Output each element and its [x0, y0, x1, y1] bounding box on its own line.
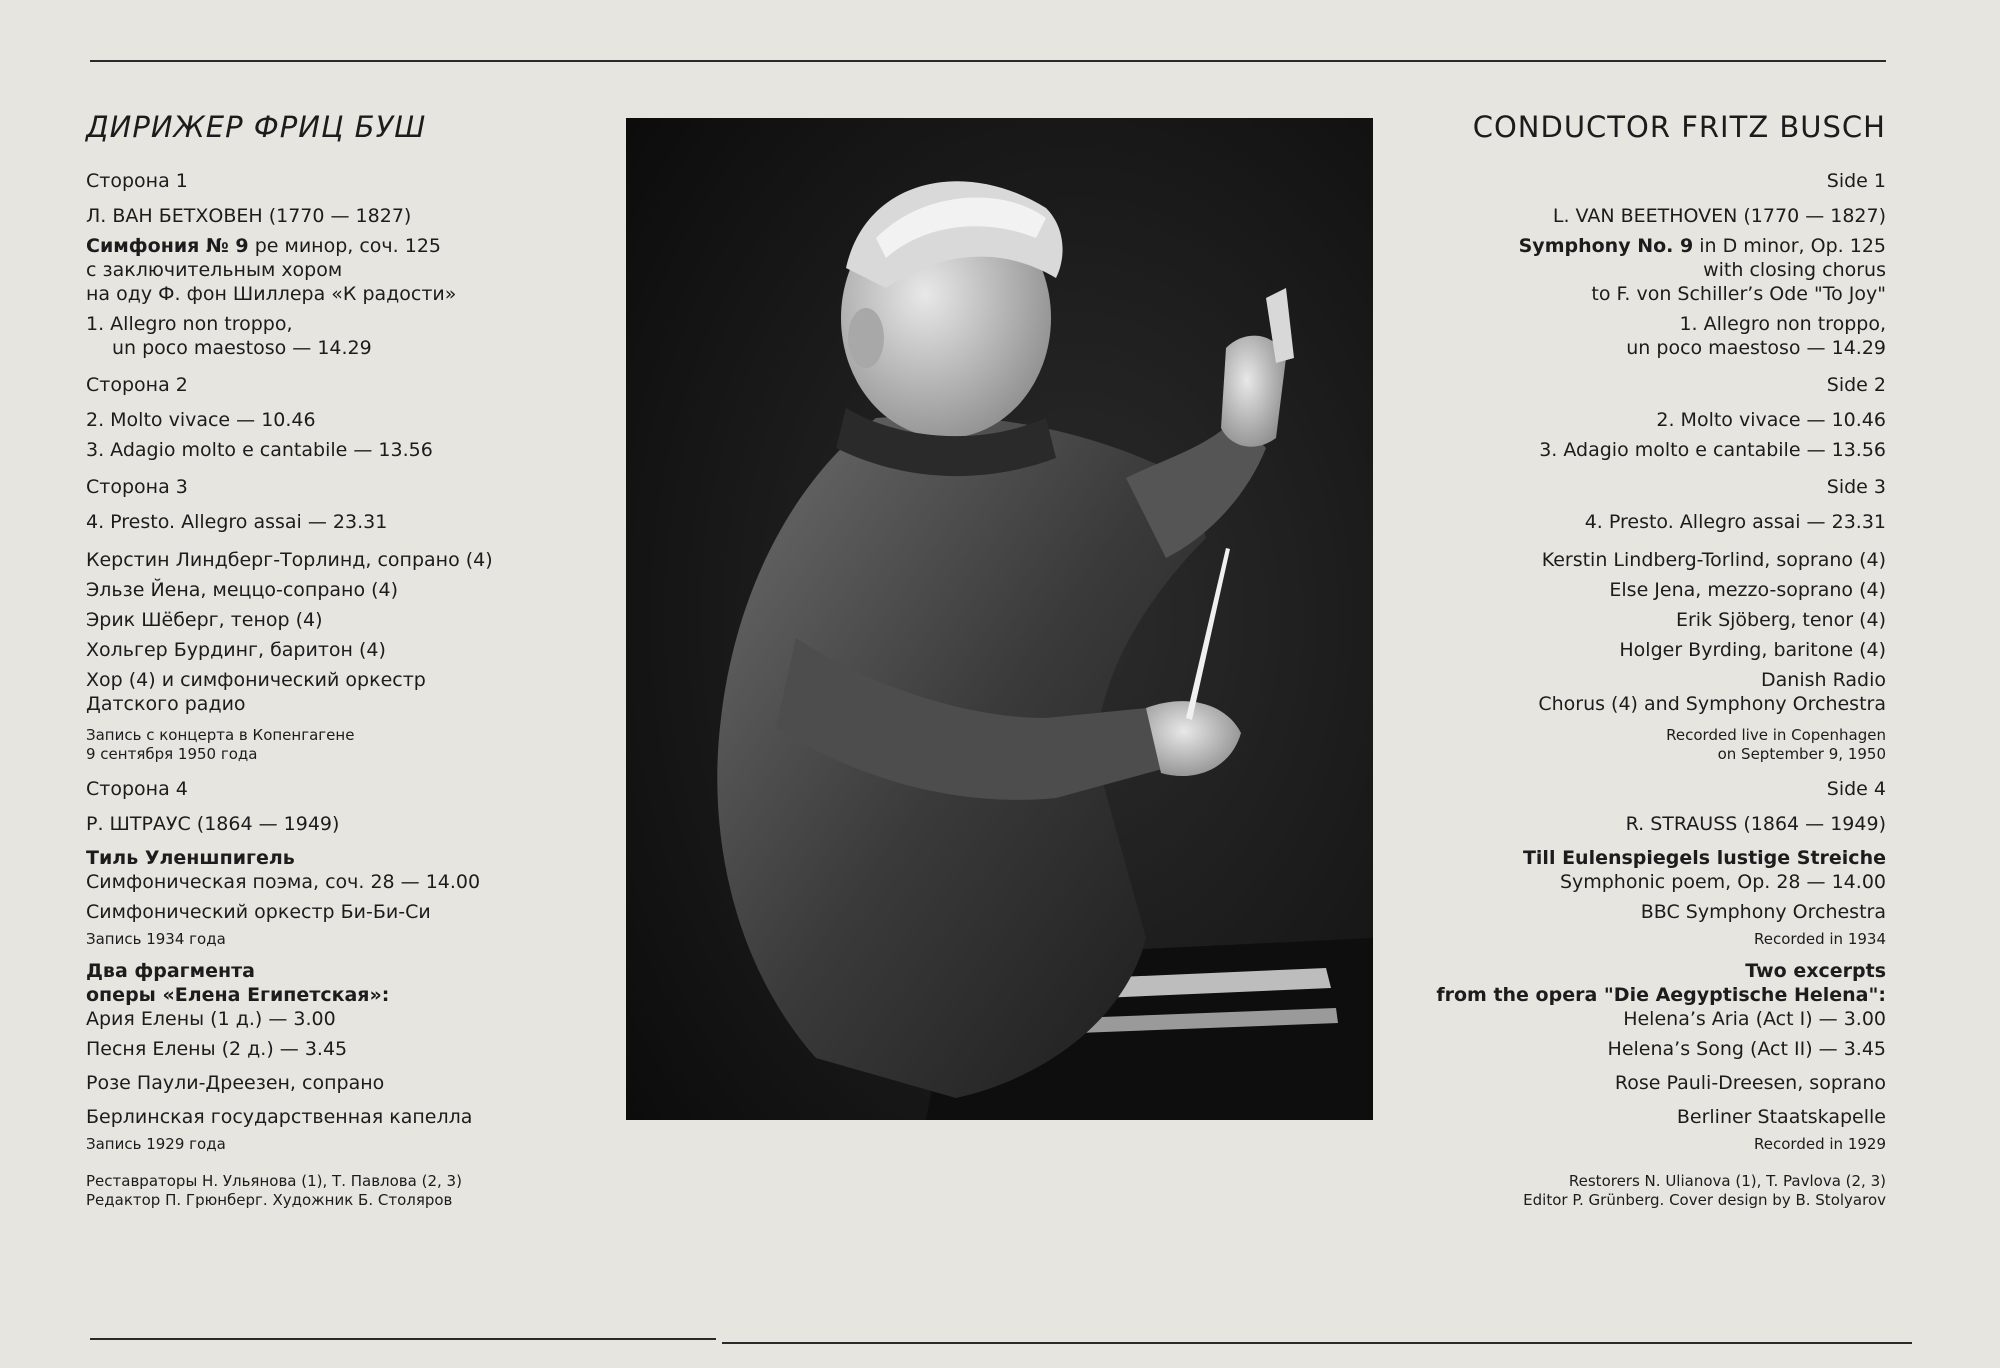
- ru-title: ДИРИЖЕР ФРИЦ БУШ: [86, 110, 427, 144]
- en-singer-5: Rose Pauli-Dreesen, soprano: [1614, 1072, 1886, 1094]
- english-track-list: [1366, 110, 1886, 1210]
- en-recording-1b: on September 9, 1950: [1717, 745, 1886, 763]
- en-orchestra-1a: Danish Radio: [1761, 669, 1886, 691]
- en-credits-1: Restorers N. Ulianova (1), T. Pavlova (2, 3): [1568, 1172, 1886, 1190]
- en-work-symphony-9-title: Symphony No. 9: [1518, 235, 1694, 257]
- en-composer-strauss: R. STRAUSS (1864 — 1949): [1625, 813, 1886, 835]
- ru-singer-4: Хольгер Бурдинг, баритон (4): [86, 639, 386, 661]
- en-credits-2: Editor P. Grünberg. Cover design by B. Stolyarov: [1523, 1191, 1886, 1209]
- ru-recording-2: Запись 1934 года: [86, 930, 226, 948]
- ru-composer-strauss: Р. ШТРАУС (1864 — 1949): [86, 813, 340, 835]
- bottom-rule-right: [722, 1342, 1912, 1344]
- en-movement-1a: 1. Allegro non troppo,: [1679, 313, 1886, 335]
- ru-movement-1b: un poco maestoso — 14.29: [112, 337, 372, 359]
- en-movement-2: 2. Molto vivace — 10.46: [1656, 409, 1886, 431]
- ru-movement-3: 3. Adagio molto e cantabile — 13.56: [86, 439, 433, 461]
- ru-recording-3: Запись 1929 года: [86, 1135, 226, 1153]
- ru-credits-1: Реставраторы Н. Ульянова (1), Т. Павлова (2, 3): [86, 1172, 462, 1190]
- en-side-4: Side 4: [1826, 778, 1886, 800]
- conductor-photo-icon: [626, 118, 1373, 1120]
- ru-work-symphony-9: [86, 234, 606, 258]
- ru-orchestra-3: Берлинская государственная капелла: [86, 1106, 473, 1128]
- en-side-2: Side 2: [1826, 374, 1886, 396]
- ru-singer-2: Эльзе Йена, меццо-сопрано (4): [86, 579, 399, 601]
- en-title: CONDUCTOR FRITZ BUSCH: [1472, 110, 1886, 144]
- ru-side-2: Сторона 2: [86, 374, 188, 396]
- ru-movement-4: 4. Presto. Allegro assai — 23.31: [86, 511, 388, 533]
- ru-singer-5: Розе Паули-Дреезен, сопрано: [86, 1072, 385, 1094]
- ru-movement-2: 2. Molto vivace — 10.46: [86, 409, 316, 431]
- ru-side-4: Сторона 4: [86, 778, 188, 800]
- ru-orchestra-1b: Датского радио: [86, 693, 246, 715]
- ru-orchestra-1a: Хор (4) и симфонический оркестр: [86, 669, 426, 691]
- ru-recording-1a: Запись с концерта в Копенгагене: [86, 726, 355, 744]
- en-work-till-line: Symphonic poem, Op. 28 — 14.00: [1559, 871, 1886, 893]
- en-aria-2: Helena’s Song (Act II) — 3.45: [1607, 1038, 1886, 1060]
- en-orchestra-1b: Chorus (4) and Symphony Orchestra: [1538, 693, 1886, 715]
- en-recording-2: Recorded in 1934: [1754, 930, 1886, 948]
- en-work-symphony-9-key: in D minor, Op. 125: [1693, 235, 1886, 257]
- top-rule: [90, 60, 1886, 62]
- ru-work-till-line: Симфоническая поэма, соч. 28 — 14.00: [86, 871, 481, 893]
- ru-work-helena-a: Два фрагмента: [86, 960, 255, 982]
- en-aria-1: Helena’s Aria (Act I) — 3.00: [1623, 1008, 1886, 1030]
- ru-work-symphony-9-title: Симфония № 9: [86, 235, 249, 257]
- ru-singer-1: Керстин Линдберг-Торлинд, сопрано (4): [86, 549, 493, 571]
- en-composer-beethoven: L. VAN BEETHOVEN (1770 — 1827): [1552, 205, 1886, 227]
- en-work-helena-b: from the opera "Die Aegyptische Helena":: [1436, 984, 1886, 1006]
- ru-movement-1a: 1. Allegro non troppo,: [86, 313, 293, 335]
- ru-composer-beethoven: Л. ВАН БЕТХОВЕН (1770 — 1827): [86, 205, 412, 227]
- ru-work-symphony-9-line3: на оду Ф. фон Шиллера «К радости»: [86, 283, 457, 305]
- en-orchestra-3: Berliner Staatskapelle: [1676, 1106, 1886, 1128]
- en-singer-1: Kerstin Lindberg-Torlind, soprano (4): [1541, 549, 1886, 571]
- en-movement-3: 3. Adagio molto e cantabile — 13.56: [1539, 439, 1886, 461]
- ru-work-symphony-9-line2: с заключительным хором: [86, 259, 343, 281]
- en-singer-3: Erik Sjöberg, tenor (4): [1675, 609, 1886, 631]
- conductor-photo: [626, 118, 1373, 1120]
- en-work-symphony-9: [1366, 234, 1886, 258]
- ru-work-till: Тиль Уленшпигель: [86, 847, 295, 869]
- ru-side-1: Сторона 1: [86, 170, 188, 192]
- en-singer-4: Holger Byrding, baritone (4): [1619, 639, 1886, 661]
- ru-credits-2: Редактор П. Грюнберг. Художник Б. Столяров: [86, 1191, 453, 1209]
- ru-recording-1b: 9 сентября 1950 года: [86, 745, 258, 763]
- en-recording-1a: Recorded live in Copenhagen: [1666, 726, 1886, 744]
- bottom-rule-left: [90, 1338, 716, 1340]
- en-work-helena-a: Two excerpts: [1745, 960, 1886, 982]
- en-movement-1b: un poco maestoso — 14.29: [1626, 337, 1886, 359]
- ru-side-3: Сторона 3: [86, 476, 188, 498]
- ru-singer-3: Эрик Шёберг, тенор (4): [86, 609, 323, 631]
- ru-aria-2: Песня Елены (2 д.) — 3.45: [86, 1038, 348, 1060]
- en-movement-4: 4. Presto. Allegro assai — 23.31: [1584, 511, 1886, 533]
- ru-orchestra-2: Симфонический оркестр Би-Би-Си: [86, 901, 431, 923]
- en-work-symphony-9-line2: with closing chorus: [1703, 259, 1886, 281]
- en-work-symphony-9-line3: to F. von Schiller’s Ode "To Joy": [1591, 283, 1886, 305]
- en-orchestra-2: BBC Symphony Orchestra: [1640, 901, 1886, 923]
- ru-aria-1: Ария Елены (1 д.) — 3.00: [86, 1008, 336, 1030]
- en-singer-2: Else Jena, mezzo-soprano (4): [1609, 579, 1886, 601]
- en-work-till: Till Eulenspiegels lustige Streiche: [1522, 847, 1886, 869]
- en-side-1: Side 1: [1826, 170, 1886, 192]
- ru-work-helena-b: оперы «Елена Египетская»:: [86, 984, 390, 1006]
- en-side-3: Side 3: [1826, 476, 1886, 498]
- en-recording-3: Recorded in 1929: [1754, 1135, 1886, 1153]
- ru-work-symphony-9-key: ре минор, соч. 125: [248, 235, 441, 257]
- russian-track-list: [86, 110, 606, 1210]
